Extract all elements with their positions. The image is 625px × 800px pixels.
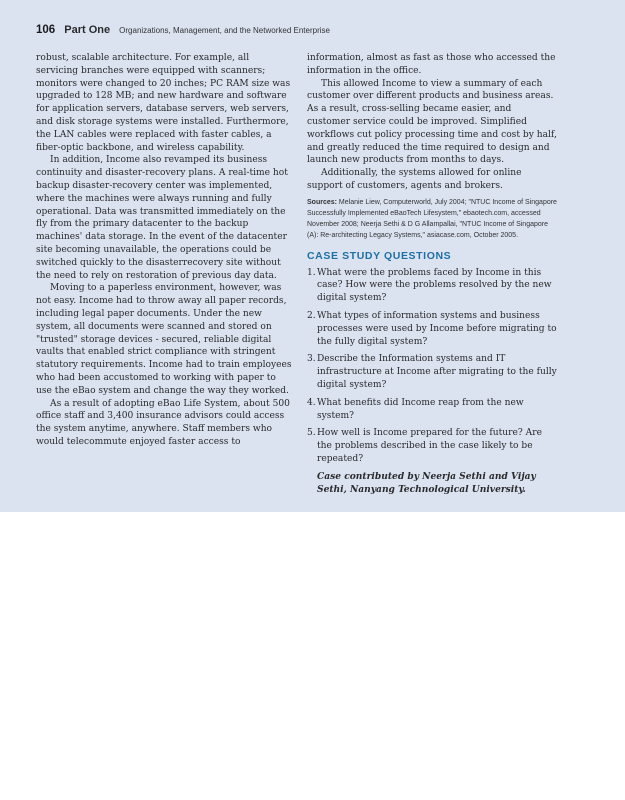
paragraph: Moving to a paperless environment, however, was not easy. Income had to throw away all paper records, including legal paper documents. Under the new system, all documents were scanned and stored on "trusted" storage devices - secured, reliable digital vaults that enabled strict compliance with stringent statutory requirements. Income had to train employees who had been accustomed to working with paper to use the eBao system and change the way they worked.: [36, 283, 292, 396]
question-text: How well is Income prepared for the future? Are the problems described in the case likely to be repeated?: [317, 428, 542, 464]
question-number: 4.: [307, 397, 316, 408]
question-item: [307, 267, 557, 305]
running-header: [36, 24, 330, 36]
page-number: 106: [36, 24, 56, 36]
paragraph: In addition, Income also revamped its business continuity and disaster-recovery plans. A real-time hot backup disaster-recovery center was implemented, where the machines were always running and fully operational. Data was transmitted immediately on the fly from the primary datacenter to the backup machines' data storage. In the event of the datacenter site becoming unavailable, the operations could be switched quickly to the disasterrecovery site without the need to rely on restoration of previous day data.: [36, 155, 288, 281]
paragraph: This allowed Income to view a summary of each customer over different products and business areas. As a result, cross-selling became easier, and customer service could be improved. Simplified workflows cut policy processing time and cost by half, and greatly reduced the time required to design and launch new products from months to days.: [307, 78, 557, 166]
left-column: [36, 52, 294, 449]
right-column: [307, 52, 557, 496]
question-item: [307, 427, 557, 465]
question-item: [307, 353, 557, 391]
part-title: Organizations, Management, and the Networked Enterprise: [119, 26, 330, 35]
question-number: 5.: [307, 428, 316, 439]
question-text: What were the problems faced by Income in this case? How were the problems resolved by the new digital system?: [317, 267, 552, 304]
sources-text: Melanie Liew, Computerworld, July 2004; "NTUC Income of Singapore Successfully Implemented eBaoTech Lifesystem," ebaotech.com, accessed November 2008; Neerja Sethi & D G Allampallai, "NTUC Income of Singapore (A): Re-architecting Legacy Systems," asiacase.com, October 2005.: [307, 198, 557, 239]
case-study-heading: CASE STUDY QUESTIONS: [307, 249, 452, 262]
sources-note: [307, 197, 557, 241]
question-item: [307, 397, 557, 423]
case-credit: Case contributed by Neerja Sethi and Vijay Sethi, Nanyang Technological University.: [317, 470, 536, 495]
question-number: 1.: [307, 267, 316, 278]
question-item: [307, 310, 557, 348]
question-number: 2.: [307, 310, 316, 321]
question-number: 3.: [307, 354, 316, 365]
sources-label: Sources:: [307, 198, 337, 206]
paragraph: information, almost as fast as those who accessed the information in the office.: [307, 53, 556, 76]
case-study-questions: [307, 267, 557, 466]
paragraph: Additionally, the systems allowed for online support of customers, agents and brokers.: [307, 168, 522, 191]
question-text: What benefits did Income reap from the new system?: [317, 397, 524, 421]
question-text: What types of information systems and business processes were used by Income before migrating to the fully digital system?: [317, 310, 557, 347]
paragraph: robust, scalable architecture. For example, all servicing branches were equipped with scanners; monitors were changed to 20 inches; PC RAM size was upgraded to 128 MB; and new hardware and software for application servers, database servers, web servers, and disk storage systems were installed. Furthermore, the LAN cables were replaced with faster cables, a fiber-optic backbone, and wireless capability.: [36, 53, 291, 153]
part-label: Part One: [64, 24, 111, 36]
paragraph: As a result of adopting eBao Life System, about 500 office staff and 3,400 insurance advisors could access the system anytime, anywhere. Staff members who would telecommute enjoyed faster access to: [36, 398, 290, 447]
question-text: Describe the Information systems and IT infrastructure at Income after migrating to the fully digital system?: [317, 354, 557, 390]
